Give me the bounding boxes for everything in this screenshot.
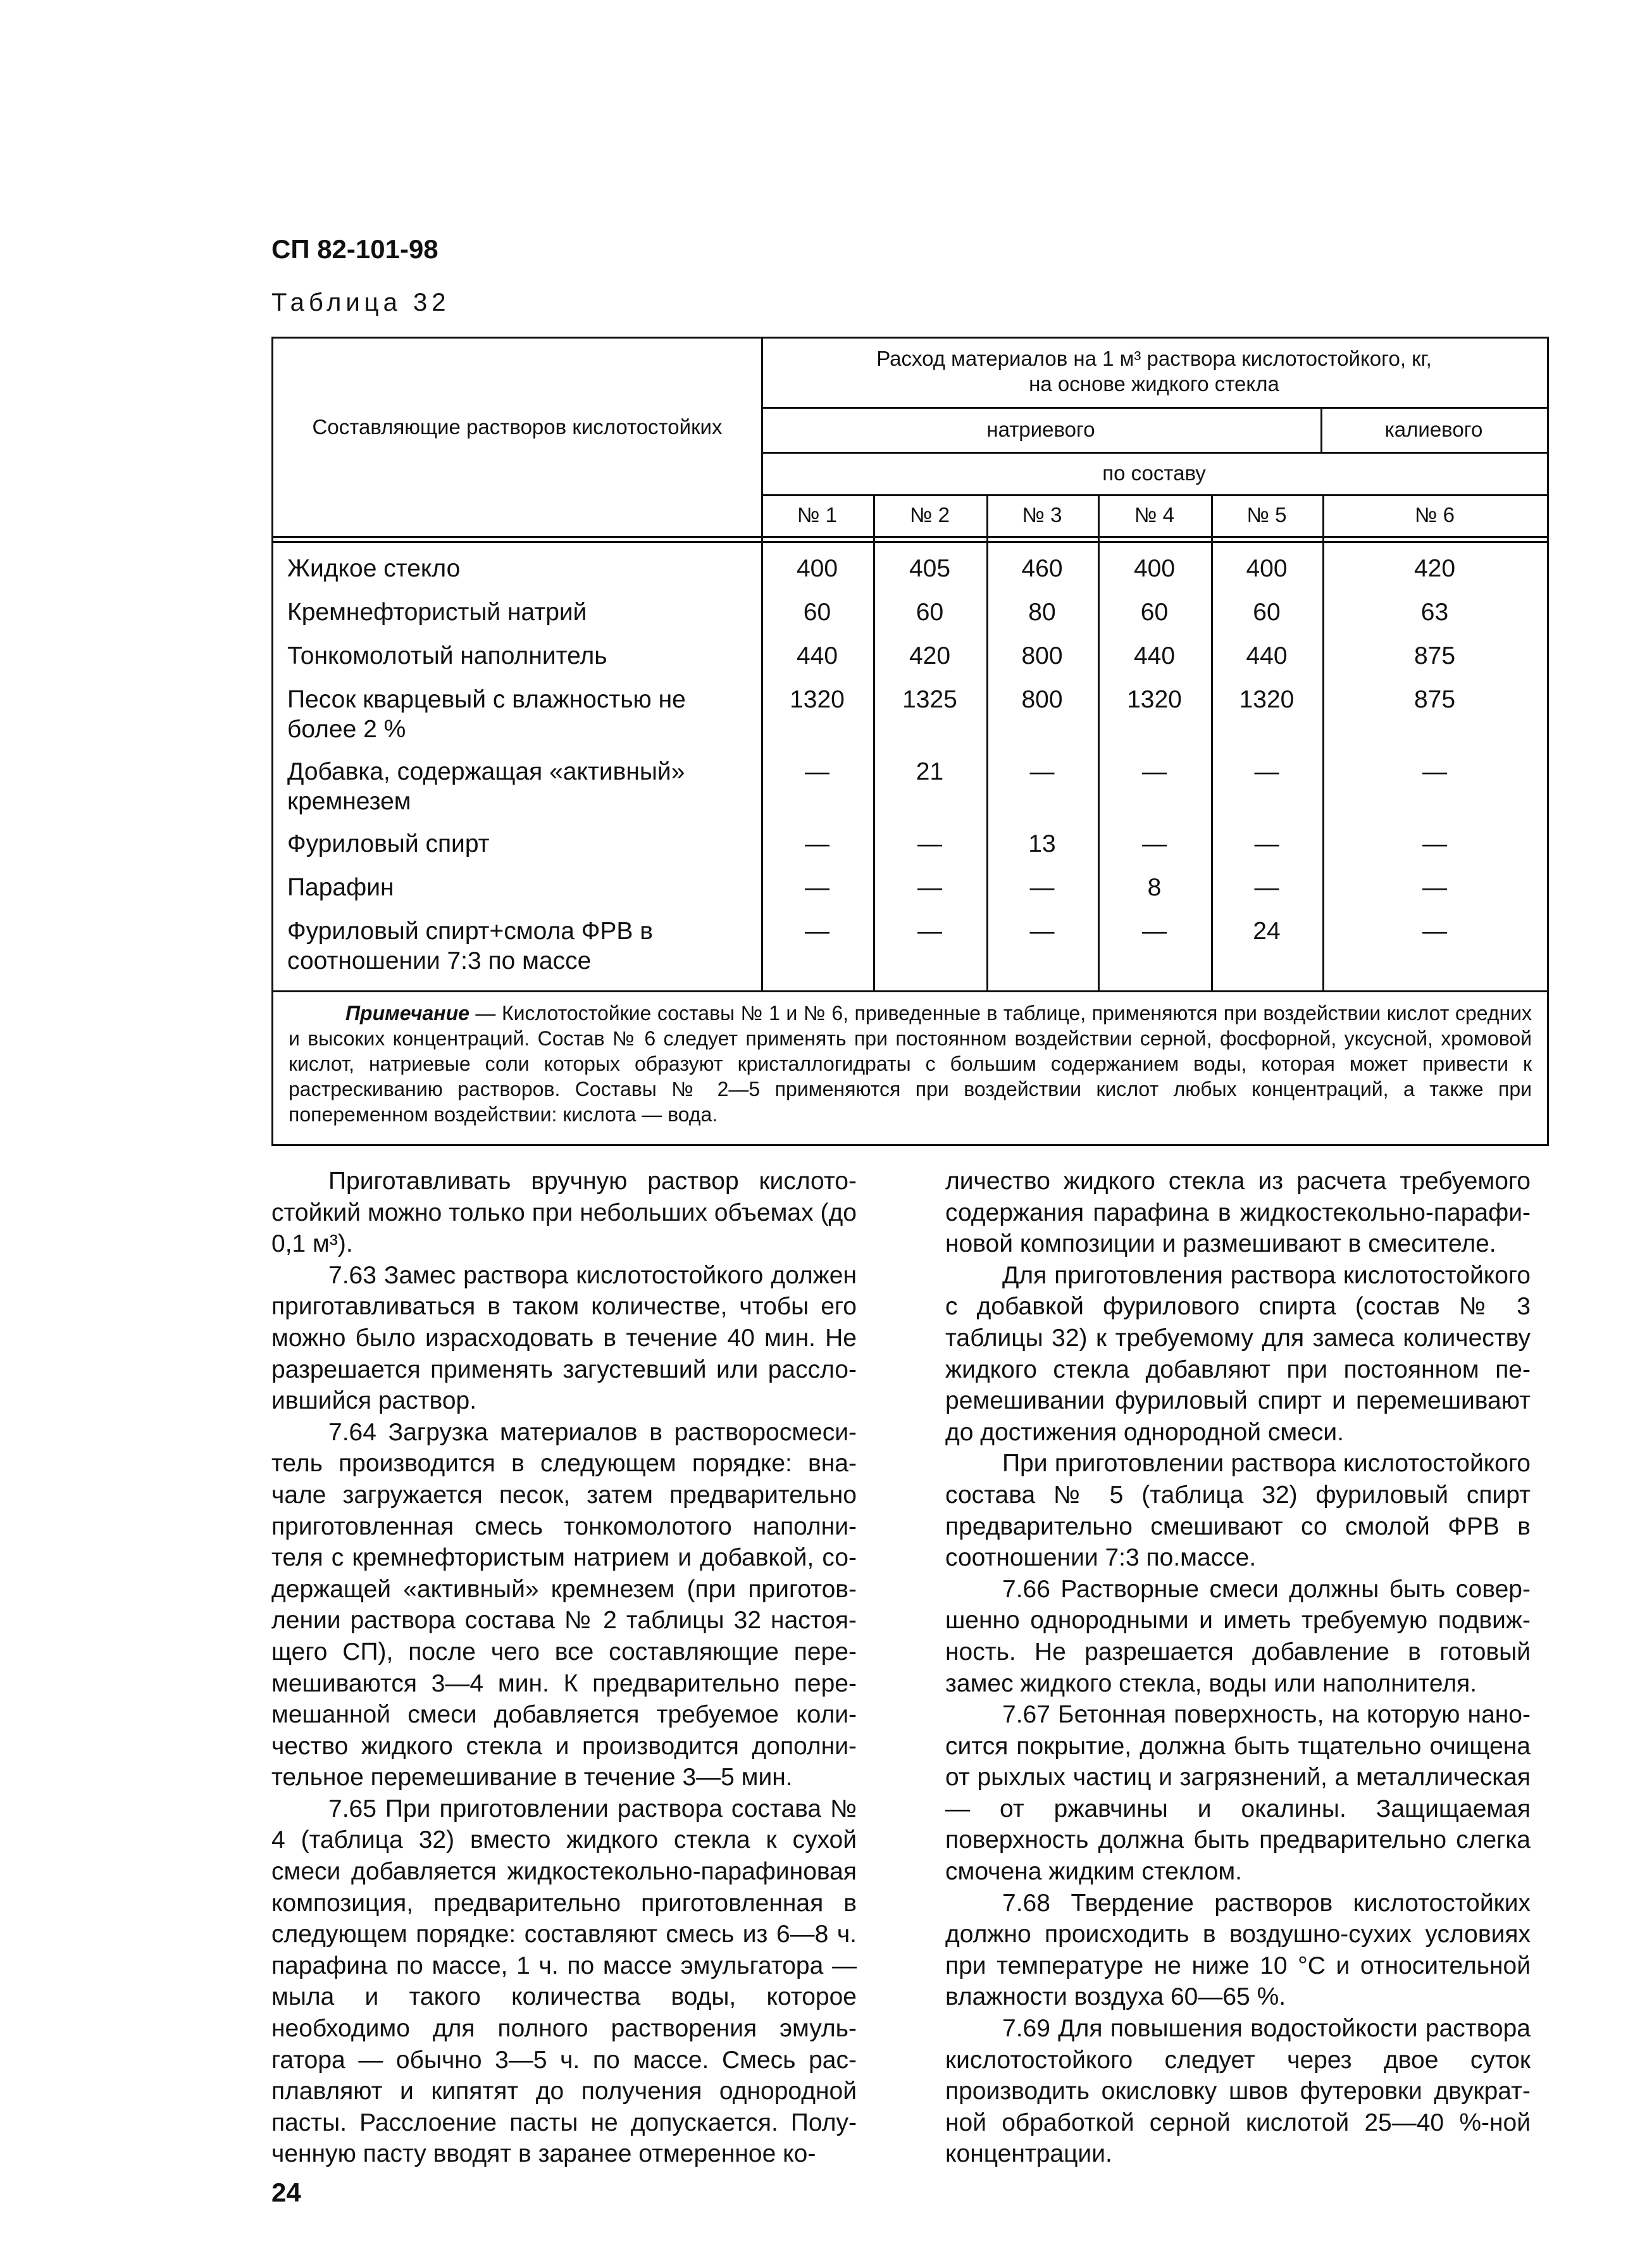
row-label: Тонкомолотый наполнитель <box>287 642 607 670</box>
table-cell: 63 <box>1420 599 1449 626</box>
table-cell: 8 <box>1147 874 1162 901</box>
divider <box>273 990 1547 992</box>
column-header: № 1 <box>797 503 837 526</box>
table-title: Таблица 32 <box>271 289 450 316</box>
paragraph: 7.69 Для повышения водостойкости раствора кислотостойкого следует через двое суток производить окисловку швов футеровки двукратной обработкой серной кислотой 25—40 %-ной концентрации. <box>945 2015 1531 2168</box>
row-label: Жидкое стекло <box>287 555 461 582</box>
note-label: Примечание <box>345 1002 469 1025</box>
row-label: Фуриловый спирт+смола ФРВ в соотношении 7:3 по массе <box>287 918 653 975</box>
table-cell: 460 <box>1021 555 1063 582</box>
table-cell: — <box>1142 918 1167 945</box>
table-cell: — <box>917 918 942 945</box>
row-label: Фуриловый спирт <box>287 830 490 857</box>
table-cell: — <box>1142 758 1167 785</box>
table-cell: 400 <box>796 555 838 582</box>
table-cell: — <box>805 758 829 785</box>
table-cell: 1320 <box>1239 686 1295 713</box>
divider <box>273 541 1547 543</box>
paragraph: Для приготовления раствора кислотостойкого с добавкой фурилового спирта (состав № 3 таблицы 32) к требуемому для замеса количеству жидкого стекла добавляют при постоянном перемешивании фуриловый спирт и перемешивают до достижения однородной смеси. <box>945 1261 1531 1446</box>
row-label: Парафин <box>287 874 394 901</box>
table-cell: — <box>1422 918 1447 945</box>
table-cell: 875 <box>1413 686 1456 713</box>
left-text-column <box>271 1166 857 2170</box>
table-cell: 1320 <box>1127 686 1182 713</box>
table-cell: 80 <box>1028 599 1056 626</box>
right-text-column <box>945 1166 1531 2170</box>
table-cell: 405 <box>909 555 951 582</box>
table-cell: 420 <box>909 642 951 670</box>
table-cell: 60 <box>1253 599 1281 626</box>
column-header: № 4 <box>1134 503 1174 526</box>
table-cell: 13 <box>1028 830 1056 857</box>
table-cell: — <box>1422 830 1447 857</box>
table-cell: — <box>917 874 942 901</box>
table-cell: — <box>1254 758 1279 785</box>
note-text: — Кислотостойкие составы № 1 и № 6, приведенные в таблице, применяются при воздействии кислот средних и высоких концентраций. Состав № 6 следует применять при постоянном воздействии серной, фосфорной, уксусной, хромовой кислот, натриевые соли которых образуют кристаллогидраты с большим содержанием воды, которая может привести к растрескиванию растворов. Составы № 2—5 применяются при воздействии кислот любых концентраций, а также при попеременном воздействии: кислота — вода. <box>289 1002 1532 1126</box>
divider <box>761 407 1547 409</box>
table-cell: — <box>1422 758 1447 785</box>
column-header: № 2 <box>910 503 950 526</box>
divider <box>761 452 1547 454</box>
table-cell: 1320 <box>790 686 845 713</box>
table-cell: 60 <box>1140 599 1169 626</box>
divider <box>273 536 1547 538</box>
table-cell: 21 <box>916 758 944 785</box>
row-header: Составляющие растворов кислотостойких <box>312 415 723 439</box>
table-note <box>289 1000 1532 1127</box>
table-cell: — <box>1422 874 1447 901</box>
potassium-header: калиевого <box>1384 418 1483 441</box>
paragraph: личество жидкого стекла из расчета требуемого содержания парафина в жидкостекольно-парафиновой композиции и размешивают в смесителе. <box>945 1168 1531 1258</box>
paragraph: 7.65 При приготовлении раствора состава № 4 (таблица 32) вместо жидкого стекла к сухой смеси добавляется жидкостекольно-парафиновая композиция, предварительно приготовленная в следующем порядке: составляют смесь из 6—8 ч. парафина по массе, 1 ч. по массе эмульгатора — мыла и такого количества воды, которое необходимо для полного растворения эмульгатора — обычно 3—5 ч. по массе. Смесь расплавляют и кипятят до получения однородной пасты. Расслоение пасты не допускается. Полученную пасту вводят в заранее отмеренное ко- <box>271 1795 857 2168</box>
table-cell: 440 <box>1246 642 1288 670</box>
table-cell: 1325 <box>902 686 957 713</box>
paragraph: При приготовлении раствора кислотостойкого состава № 5 (таблица 32) фуриловый спирт предварительно смешивают со смолой ФРВ в соотношении 7:3 по.массе. <box>945 1450 1531 1572</box>
row-label: Добавка, содержащая «активный» кремнезем <box>287 758 685 815</box>
table-cell: — <box>1029 918 1055 945</box>
row-label: Кремнефтористый натрий <box>287 599 587 626</box>
divider <box>761 494 1547 496</box>
table-cell: — <box>1254 874 1279 901</box>
column-header: № 6 <box>1415 503 1455 526</box>
page-number: 24 <box>271 2178 301 2207</box>
group-header <box>761 346 1547 397</box>
paragraph: 7.68 Твердение растворов кислотостойких должно происходить в воздушно-сухих условиях при температуре не ниже 10 °С и относительной влажности воздуха 60—65 %. <box>945 1889 1531 2011</box>
paragraph: 7.63 Замес раствора кислотостойкого должен приготавливаться в таком количестве, чтобы его можно было израсходовать в течение 40 мин. Не разрешается применять загустевший или расслоившийся раствор. <box>271 1261 857 1415</box>
table-cell: 800 <box>1021 642 1063 670</box>
table-cell: 400 <box>1246 555 1288 582</box>
column-header: № 3 <box>1022 503 1062 526</box>
materials-table <box>271 337 1549 1146</box>
table-cell: — <box>805 918 829 945</box>
table-cell: 440 <box>796 642 838 670</box>
group-header-line1: Расход материалов на 1 м³ раствора кислотостойкого, кг, <box>876 347 1432 370</box>
by-composition-header: по составу <box>1102 461 1206 485</box>
table-cell: 875 <box>1413 642 1456 670</box>
table-cell: 800 <box>1021 686 1063 713</box>
table-cell: 440 <box>1133 642 1176 670</box>
paragraph: 7.64 Загрузка материалов в растворосмеситель производится в следующем порядке: вначале загружается песок, затем предварительно приготовленная смесь тонкомолотого наполнителя с кремнефтористым натрием и добавкой, содержащей «активный» кремнезем (при приготовлении раствора состава № 2 таблицы 32 настоящего СП), после чего все составляющие перемешиваются 3—4 мин. К предварительно перемешанной смеси добавляется требуемое количество жидкого стекла и производится дополнительное перемешивание в течение 3—5 мин. <box>271 1418 857 1791</box>
table-cell: 420 <box>1413 555 1456 582</box>
column-header: № 5 <box>1246 503 1287 526</box>
table-cell: 60 <box>803 599 831 626</box>
table-cell: — <box>917 830 942 857</box>
table-cell: — <box>1254 830 1279 857</box>
table-cell: — <box>1029 758 1055 785</box>
table-cell: — <box>1029 874 1055 901</box>
paragraph: 7.67 Бетонная поверхность, на которую наносится покрытие, должна быть тщательно очищена от рыхлых частиц и загрязнений, а металлическая — от ржавчины и окалины. Защищаемая поверхность должна быть предварительно слегка смочена жидким стеклом. <box>945 1701 1531 1886</box>
group-header-line2: на основе жидкого стекла <box>1029 372 1279 396</box>
paragraph: Приготавливать вручную раствор кислотостойкий можно только при небольших объемах (до 0,1 м³). <box>271 1168 857 1258</box>
table-cell: 60 <box>916 599 944 626</box>
document-code: СП 82-101-98 <box>271 234 438 264</box>
table-cell: — <box>805 830 829 857</box>
table-cell: — <box>1142 830 1167 857</box>
paragraph: 7.66 Растворные смеси должны быть совершенно однородными и иметь требуемую подвижность. Не разрешается добавление в готовый замес жидкого стекла, воды или наполнителя. <box>945 1575 1531 1697</box>
table-cell: 24 <box>1253 918 1281 945</box>
sodium-header: натриевого <box>986 418 1095 441</box>
row-label: Песок кварцевый с влажностью не более 2 % <box>287 686 686 743</box>
table-cell: — <box>805 874 829 901</box>
table-cell: 400 <box>1133 555 1176 582</box>
